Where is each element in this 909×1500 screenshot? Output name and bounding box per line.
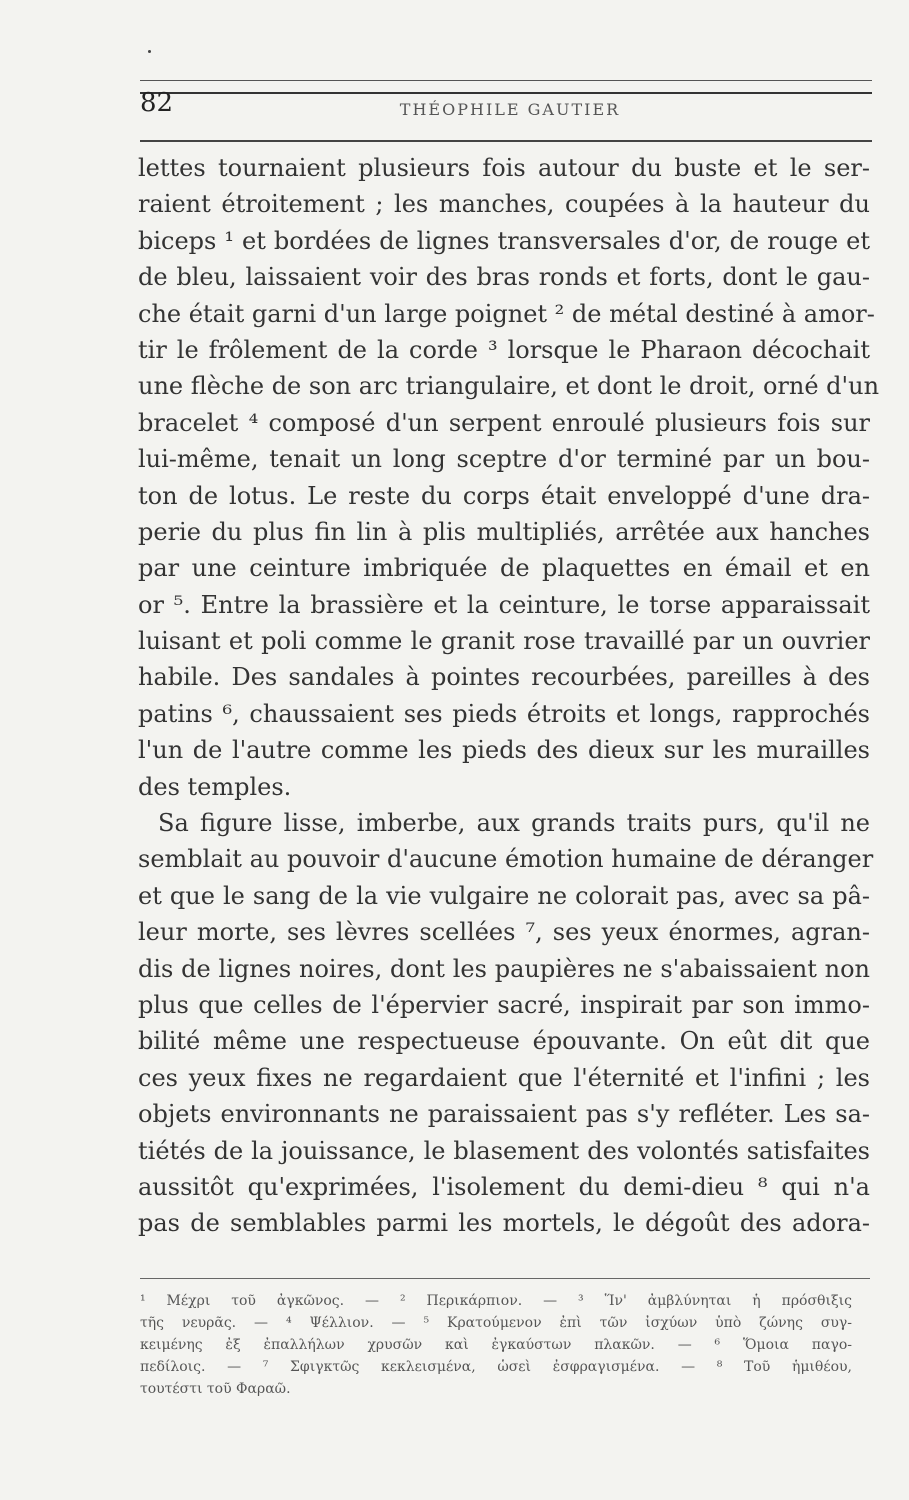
- body-line: habile. Des sandales à pointes recourbées, pareilles à des: [138, 663, 870, 692]
- body-line: or ⁵. Entre la brassière et la ceinture, le torse apparaissait: [138, 590, 870, 619]
- body-line: l'un de l'autre comme les pieds des dieux sur les murailles: [138, 736, 870, 765]
- body-line: aussitôt qu'exprimées, l'isolement du demi-dieu ⁸ qui n'a: [138, 1172, 870, 1201]
- body-line: tiétés de la jouissance, le blasement des volontés satisfaites: [138, 1136, 870, 1165]
- footnote-line: πεδίλοις. — ⁷ Σφιγκτῶς κεκλεισμένα, ὡσεὶ ἐσφραγισμένα. — ⁸ Τοῦ ἡμιθέου,: [140, 1359, 852, 1375]
- body-line: une flèche de son arc triangulaire, et dont le droit, orné d'un: [138, 372, 880, 401]
- body-line: bracelet ⁴ composé d'un serpent enroulé plusieurs fois sur: [138, 408, 870, 437]
- page-number: 82: [140, 88, 174, 118]
- body-line: leur morte, ses lèvres scellées ⁷, ses yeux énormes, agran-: [138, 918, 870, 947]
- body-text: [138, 150, 880, 1242]
- body-line: luisant et poli comme le granit rose travaillé par un ouvrier: [138, 627, 870, 656]
- body-line: semblait au pouvoir d'aucune émotion humaine de déranger: [138, 845, 874, 874]
- body-line: par une ceinture imbriquée de plaquettes en émail et en: [138, 554, 870, 583]
- header-rule-top: [140, 80, 872, 81]
- running-head: THÉOPHILE GAUTIER: [399, 100, 621, 119]
- body-line: plus que celles de l'épervier sacré, inspirait par son immo-: [138, 990, 870, 1019]
- body-line: lui-même, tenait un long sceptre d'or terminé par un bou-: [138, 445, 870, 474]
- body-line: des temples.: [138, 772, 292, 801]
- body-line: raient étroitement ; les manches, coupées à la hauteur du: [138, 190, 870, 219]
- body-line: che était garni d'un large poignet ² de métal destiné à amor-: [138, 299, 875, 328]
- header-rule: [140, 92, 872, 94]
- body-line: ces yeux fixes ne regardaient que l'éternité et l'infini ; les: [138, 1063, 870, 1092]
- body-line: Sa figure lisse, imberbe, aux grands traits purs, qu'il ne: [158, 809, 870, 838]
- footnote-line: ¹ Μέχρι τοῦ ἀγκῶνος. — ² Περικάρπιον. — ³ Ἵν' ἀμβλύνηται ἡ πρόσθιξις: [140, 1293, 852, 1309]
- body-line: bilité même une respectueuse épouvante. On eût dit que: [138, 1027, 870, 1056]
- speck-mark: [148, 50, 151, 53]
- footnote-line: τῆς νευρᾶς. — ⁴ Ψέλλιον. — ⁵ Κρατούμενον ἐπὶ τῶν ἰσχύων ὑπὸ ζώνης συγ-: [140, 1315, 852, 1331]
- body-line: biceps ¹ et bordées de lignes transversales d'or, de rouge et: [138, 226, 870, 255]
- body-line: patins ⁶, chaussaient ses pieds étroits et longs, rapprochés: [138, 699, 870, 728]
- footnote-rule: [140, 1278, 870, 1279]
- body-line: et que le sang de la vie vulgaire ne colorait pas, avec sa pâ-: [138, 881, 870, 910]
- body-line: objets environnants ne paraissaient pas s'y refléter. Les sa-: [138, 1100, 870, 1129]
- body-line: lettes tournaient plusieurs fois autour du buste et le ser-: [138, 154, 870, 182]
- footnote-line: κειμένης ἐξ ἐπαλλήλων χρυσῶν καὶ ἐγκαύστων πλακῶν. — ⁶ Ὅμοια παγο-: [140, 1337, 852, 1353]
- body-line: ton de lotus. Le reste du corps était enveloppé d'une dra-: [138, 481, 870, 510]
- header-rule-bottom: [140, 140, 872, 142]
- body-line: perie du plus fin lin à plis multipliés, arrêtée aux hanches: [138, 517, 870, 546]
- body-line: tir le frôlement de la corde ³ lorsque le Pharaon décochait: [138, 335, 870, 364]
- body-line: pas de semblables parmi les mortels, le dégoût des adora-: [138, 1209, 870, 1238]
- body-line: de bleu, laissaient voir des bras ronds et forts, dont le gau-: [138, 263, 870, 292]
- body-line: dis de lignes noires, dont les paupières ne s'abaissaient non: [138, 954, 870, 983]
- footnote-line: τουτέστι τοῦ Φαραῶ.: [140, 1381, 291, 1397]
- footnotes: [140, 1290, 852, 1400]
